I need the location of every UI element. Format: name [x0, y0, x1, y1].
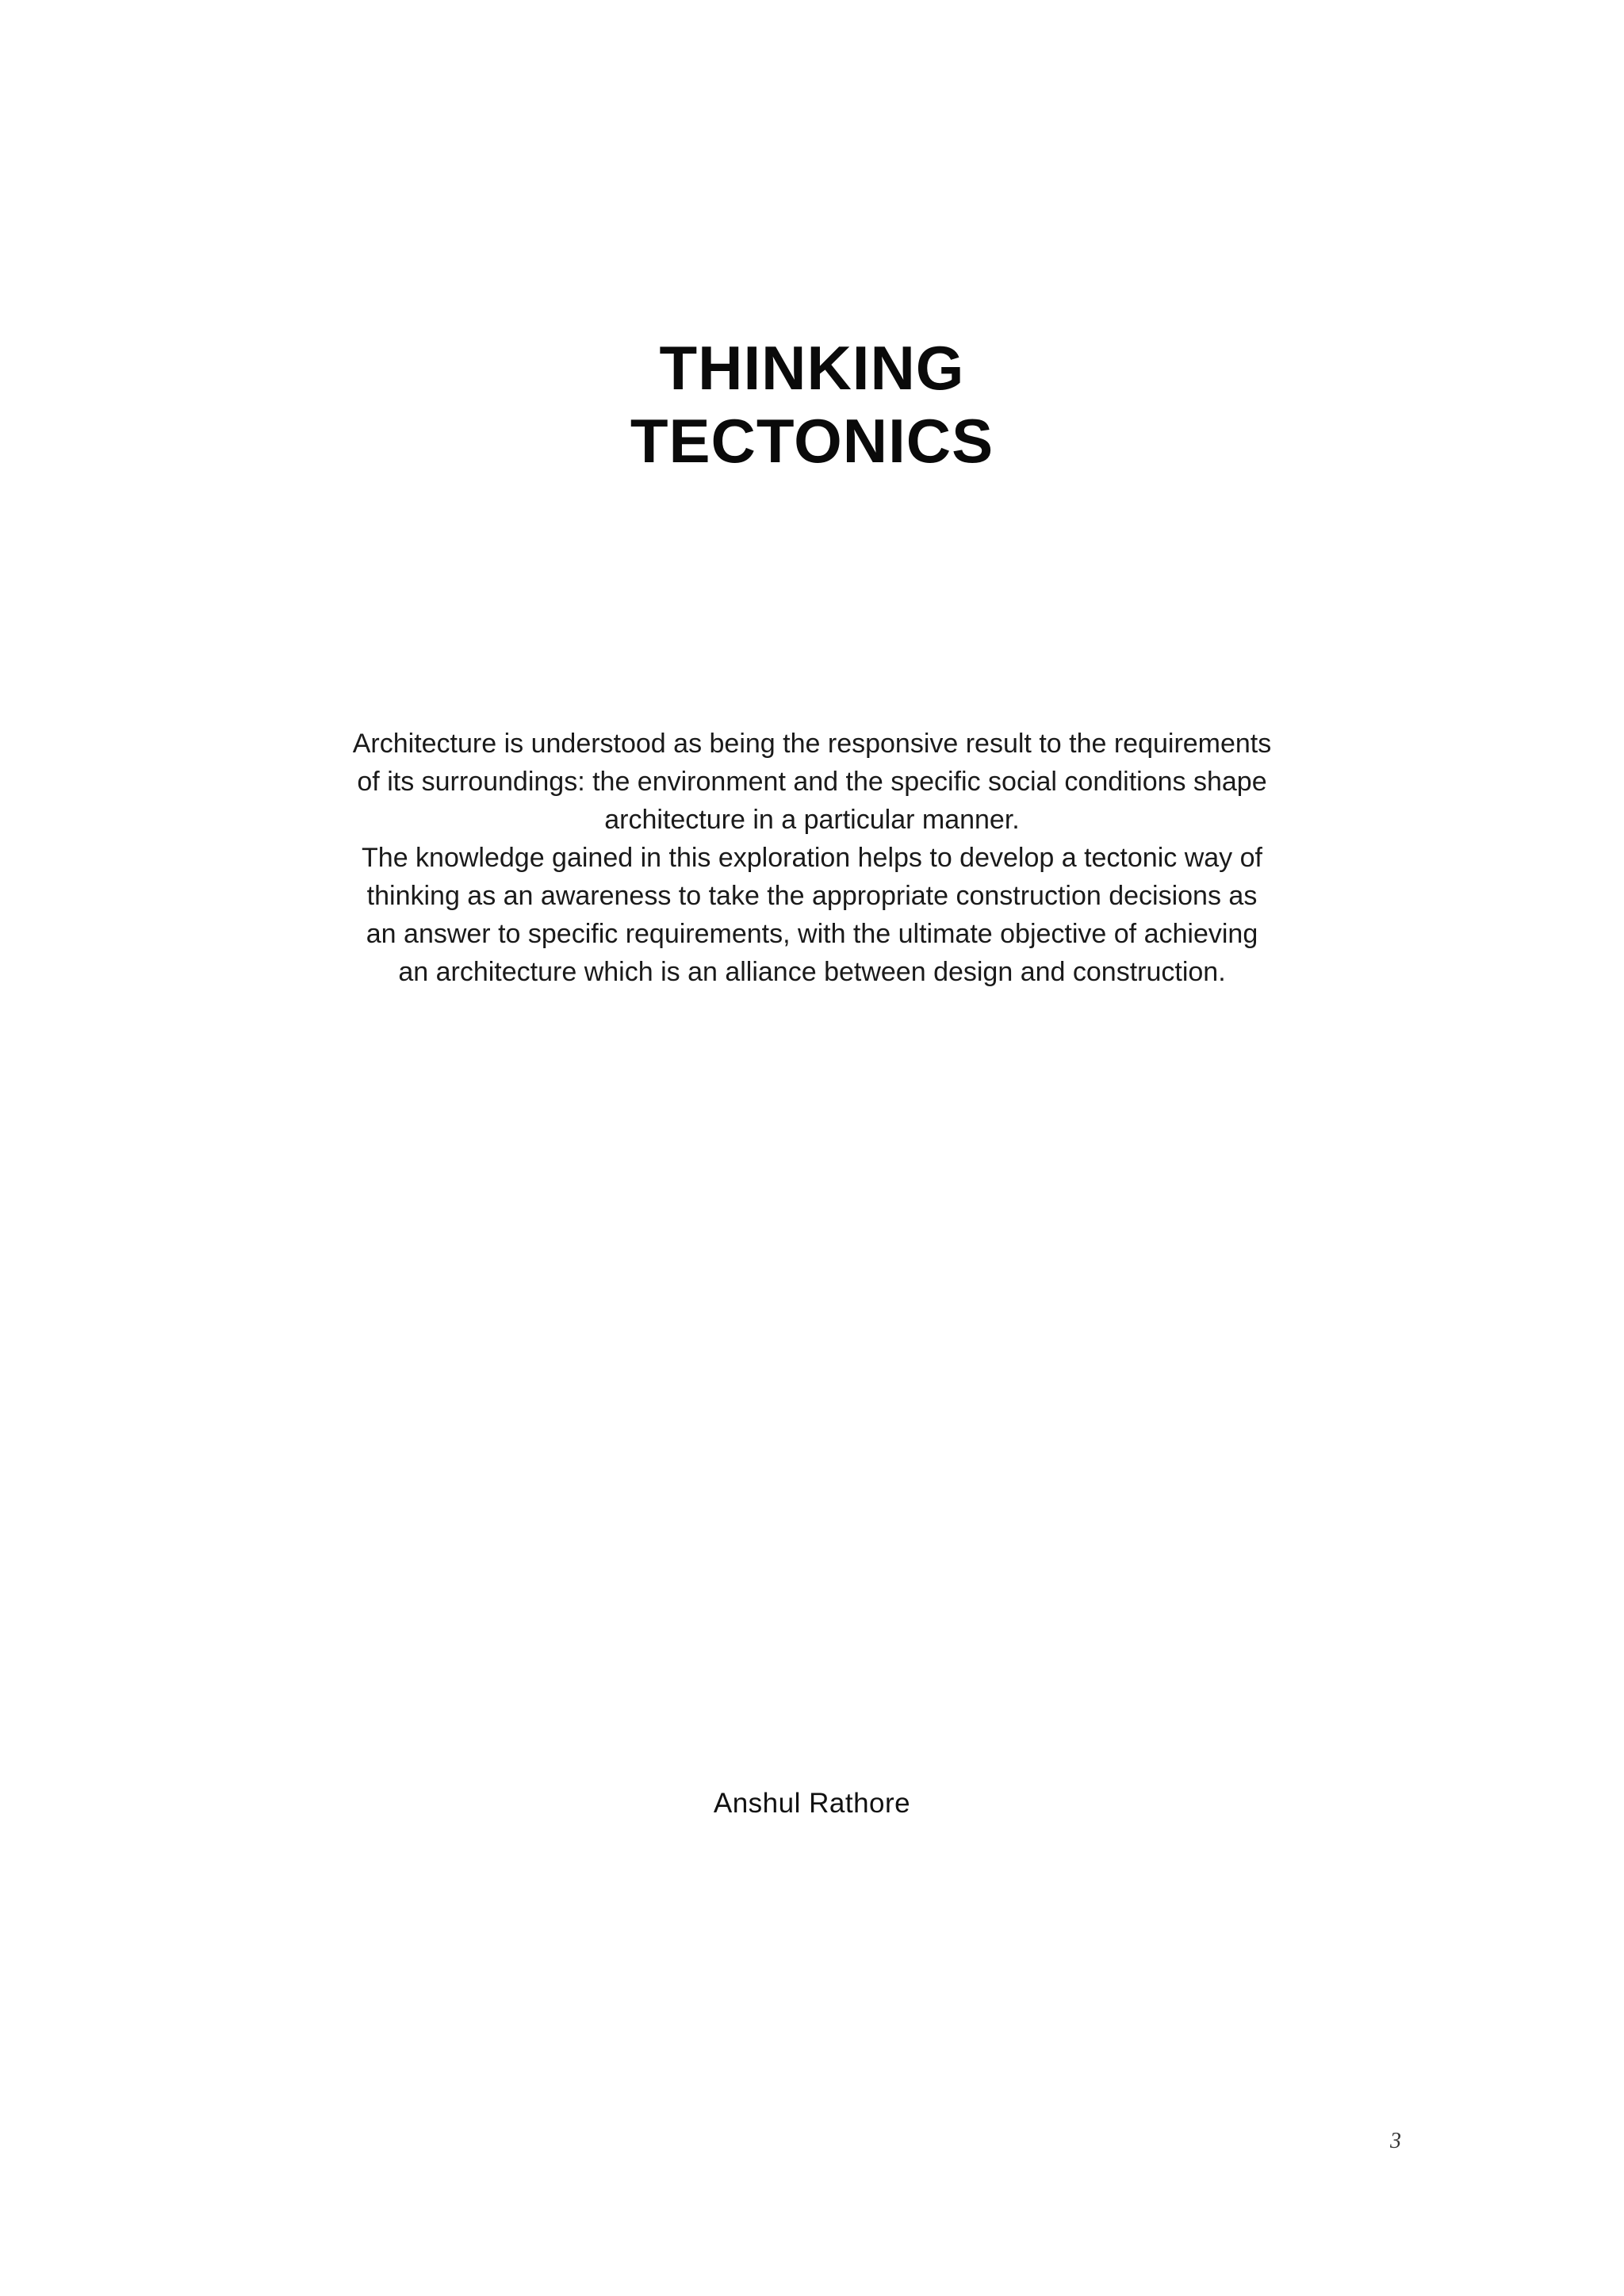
title-line: THINKING: [659, 333, 965, 403]
abstract-line: of its surroundings: the environment and the specific social conditions shape: [357, 767, 1267, 797]
abstract-line: The knowledge gained in this exploration helps to develop a tectonic way of: [362, 843, 1262, 873]
abstract-line: an answer to specific requirements, with the ultimate objective of achieving: [366, 919, 1258, 949]
abstract-line: Architecture is understood as being the responsive result to the requirements: [352, 729, 1272, 759]
page-title: [0, 331, 1624, 477]
author-name: Anshul Rathore: [713, 1788, 911, 1819]
page-number: 3: [1390, 2129, 1401, 2153]
title-line: TECTONICS: [630, 406, 994, 476]
abstract-line: thinking as an awareness to take the appropriate construction decisions as: [366, 881, 1258, 911]
abstract-line: architecture in a particular manner.: [604, 805, 1020, 835]
abstract-paragraph: [0, 725, 1624, 991]
abstract-line: an architecture which is an alliance between design and construction.: [398, 957, 1226, 987]
